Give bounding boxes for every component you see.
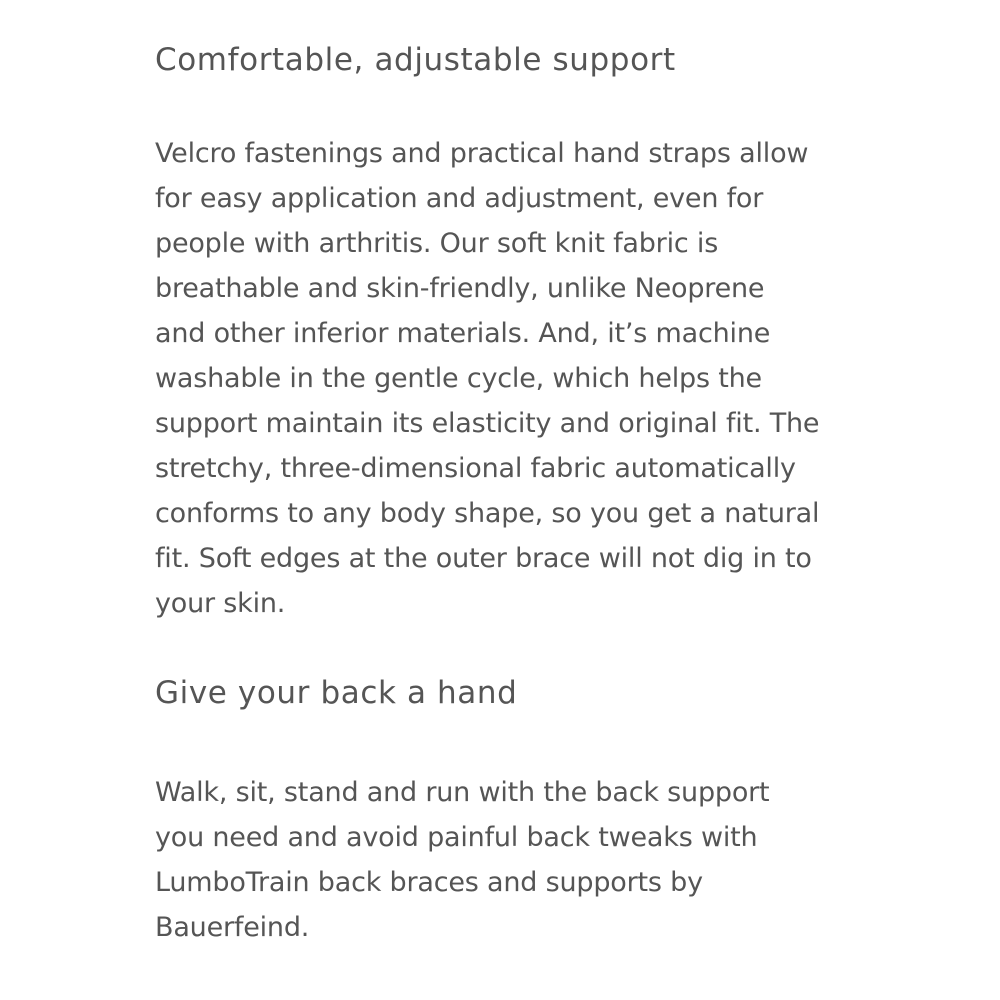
section-heading-back-hand: Give your back a hand — [155, 675, 518, 711]
paragraph-line: people with arthritis. Our soft knit fabric is — [155, 228, 719, 259]
paragraph-line: and other inferior materials. And, it’s machine — [155, 318, 771, 349]
paragraph-line: your skin. — [155, 588, 286, 619]
paragraph-line: Velcro fastenings and practical hand straps allow — [155, 138, 809, 169]
paragraph-line: Walk, sit, stand and run with the back support — [155, 777, 770, 808]
paragraph-line: washable in the gentle cycle, which helps the — [155, 363, 762, 394]
section-paragraph-comfortable-support — [155, 131, 855, 626]
paragraph-line: fit. Soft edges at the outer brace will not dig in to — [155, 543, 812, 574]
paragraph-line: LumboTrain back braces and supports by — [155, 867, 703, 898]
section-heading-comfortable-support: Comfortable, adjustable support — [155, 42, 676, 78]
paragraph-line: for easy application and adjustment, even for — [155, 183, 764, 214]
paragraph-line: stretchy, three-dimensional fabric automatically — [155, 453, 796, 484]
paragraph-line: breathable and skin-friendly, unlike Neoprene — [155, 273, 765, 304]
paragraph-line: you need and avoid painful back tweaks with — [155, 822, 758, 853]
paragraph-line: Bauerfeind. — [155, 912, 310, 943]
article-content — [155, 38, 855, 950]
paragraph-line: conforms to any body shape, so you get a natural — [155, 498, 820, 529]
section-paragraph-back-hand — [155, 770, 855, 950]
paragraph-line: support maintain its elasticity and original fit. The — [155, 408, 820, 439]
